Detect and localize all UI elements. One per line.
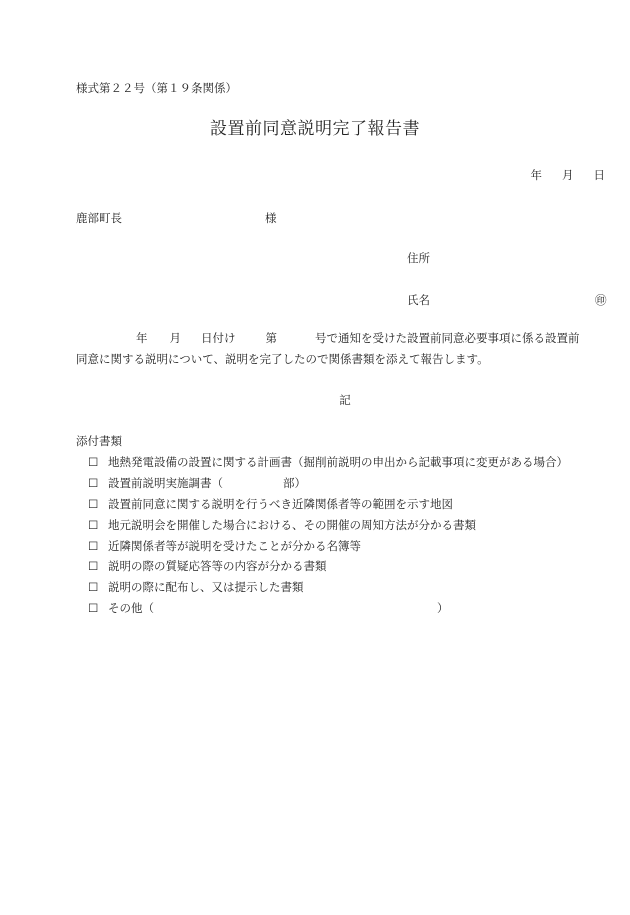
checkbox-icon[interactable]: ☐ — [88, 517, 99, 532]
date-line — [531, 167, 606, 183]
list-item — [88, 556, 568, 577]
body-year: 年 — [136, 331, 148, 345]
body-dai: 第 — [265, 331, 277, 345]
document-title: 設置前同意説明完了報告書 — [210, 119, 420, 139]
body-line-1 — [76, 330, 580, 346]
seal-mark: ㊞ — [595, 293, 607, 307]
addressee-honorific: 様 — [265, 211, 277, 225]
name-label: 氏名 — [407, 293, 430, 307]
attachment-suffix: 部） — [283, 476, 306, 491]
attachment-text: 説明の際に配布し、又は提示した書類 — [108, 580, 304, 595]
list-item — [88, 598, 568, 619]
checkbox-icon[interactable]: ☐ — [88, 600, 99, 615]
list-item — [88, 473, 568, 494]
attachment-text: その他（ — [108, 600, 154, 615]
list-item — [88, 514, 568, 535]
checkbox-icon[interactable]: ☐ — [88, 496, 99, 511]
address-label: 住所 — [407, 251, 430, 265]
ki-heading: 記 — [339, 393, 351, 407]
addressee-name: 鹿部町長 — [76, 211, 122, 225]
attachment-suffix: ） — [437, 600, 449, 615]
date-year: 年 — [530, 168, 542, 182]
list-item — [88, 535, 568, 556]
attachment-text: 説明の際の質疑応答等の内容が分かる書類 — [108, 559, 327, 574]
attachments-list — [88, 452, 568, 618]
attachments-title: 添付書類 — [76, 434, 122, 448]
body-line1-rest: 号で通知を受けた設置前同意必要事項に係る設置前 — [315, 331, 580, 345]
attachment-text: 地熱発電設備の設置に関する計画書（掘削前説明の申出から記載事項に変更がある場合） — [108, 455, 568, 470]
date-day: 日 — [593, 168, 605, 182]
list-item — [88, 452, 568, 473]
attachment-text: 近隣関係者等が説明を受けたことが分かる名簿等 — [108, 538, 361, 553]
checkbox-icon[interactable]: ☐ — [88, 455, 99, 470]
checkbox-icon[interactable]: ☐ — [88, 559, 99, 574]
checkbox-icon[interactable]: ☐ — [88, 580, 99, 595]
attachment-text: 設置前同意に関する説明を行うべき近隣関係者等の範囲を示す地図 — [108, 496, 453, 511]
date-month: 月 — [562, 168, 574, 182]
checkbox-icon[interactable]: ☐ — [88, 538, 99, 553]
attachment-text: 地元説明会を開催した場合における、その開催の周知方法が分かる書類 — [108, 517, 476, 532]
list-item — [88, 494, 568, 515]
attachment-text: 設置前説明実施調書（ — [108, 476, 223, 491]
body-month: 月 — [169, 331, 181, 345]
form-number: 様式第２２号（第１９条関係） — [76, 81, 237, 95]
body-line-2: 同意に関する説明について、説明を完了したので関係書類を添えて報告します。 — [76, 352, 489, 366]
checkbox-icon[interactable]: ☐ — [88, 476, 99, 491]
list-item — [88, 577, 568, 598]
body-date-suffix: 日付け — [201, 331, 236, 345]
